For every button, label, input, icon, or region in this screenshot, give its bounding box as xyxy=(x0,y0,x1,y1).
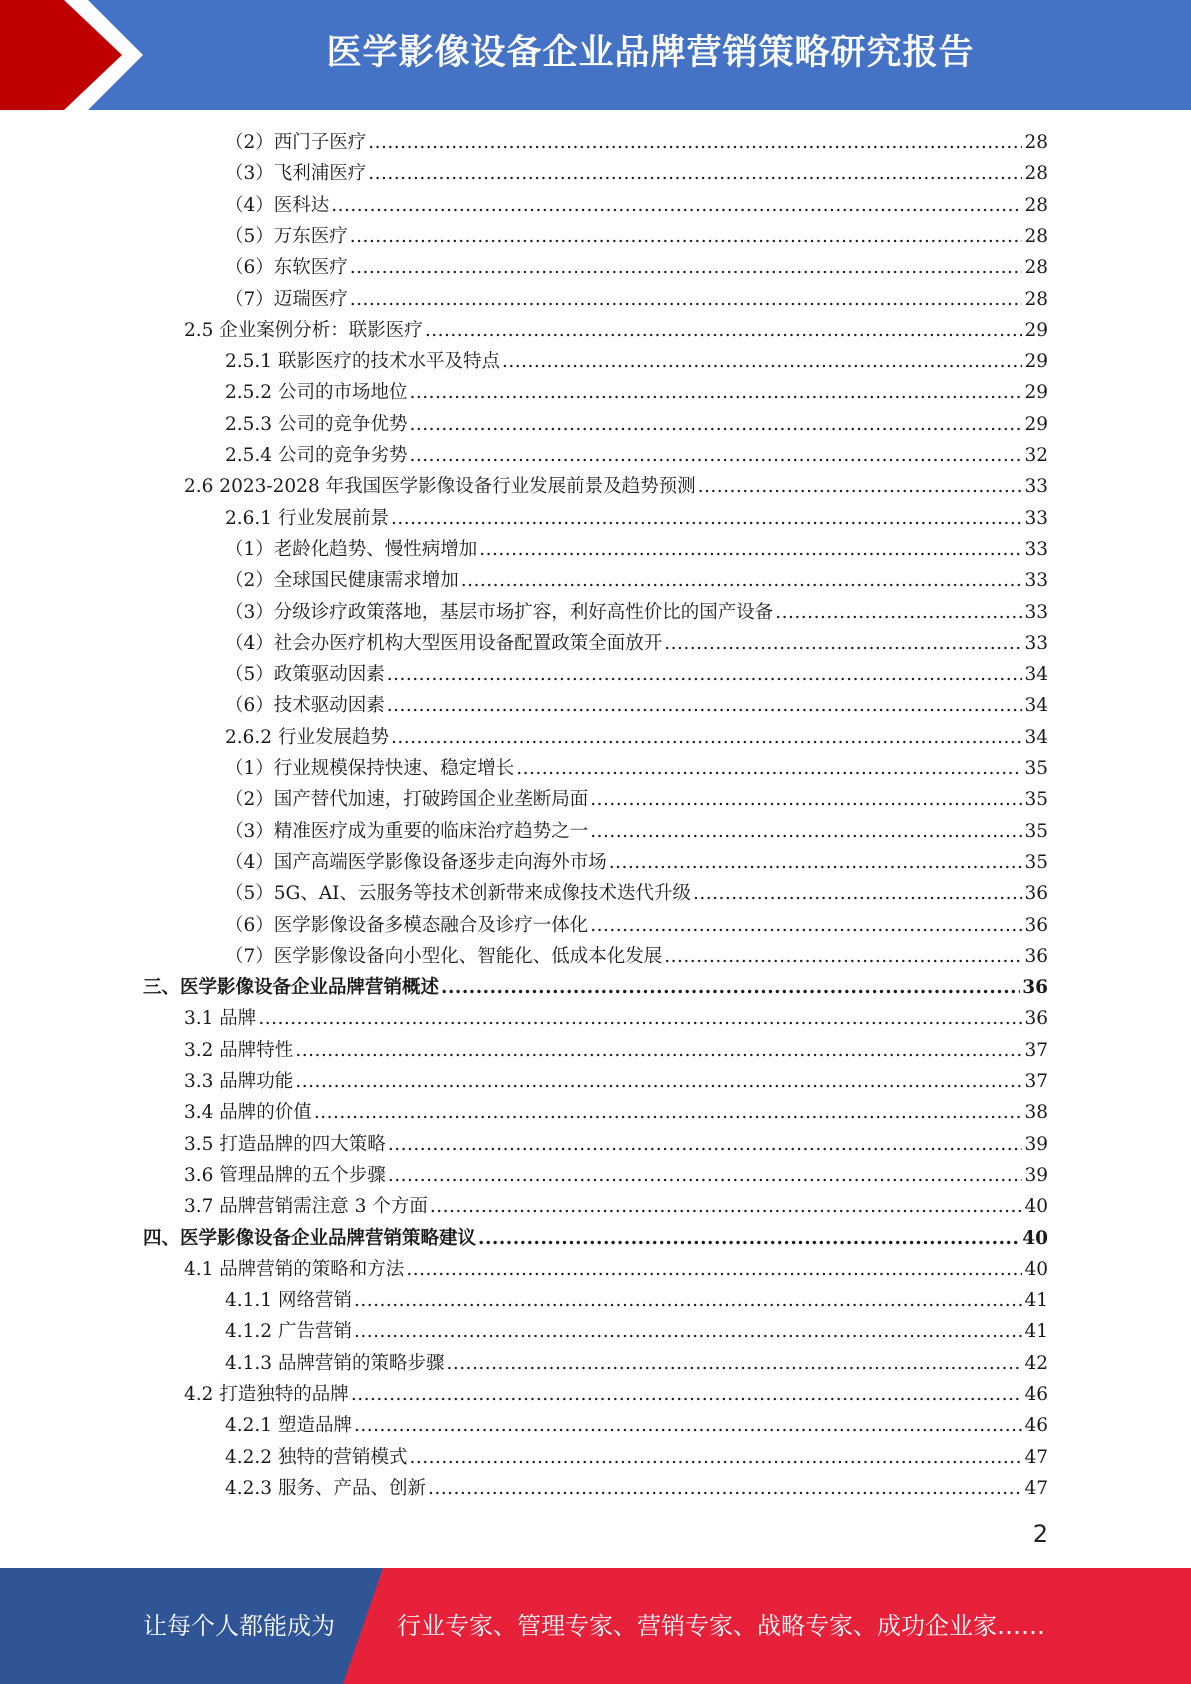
toc-entry-title: （7）迈瑞医疗 xyxy=(225,288,348,310)
toc-entry[interactable] xyxy=(184,1097,1048,1128)
toc-entry[interactable] xyxy=(184,1003,1048,1034)
toc-entry-title: 3.3 品牌功能 xyxy=(184,1071,294,1092)
toc-entry-page: 36 xyxy=(1024,914,1048,936)
toc-entry-page: 47 xyxy=(1024,1446,1048,1468)
toc-entry-page: 29 xyxy=(1024,351,1048,373)
toc-entry-title: （2）国产替代加速，打破跨国企业垄断局面 xyxy=(225,789,589,811)
toc-entry-title: 2.6.1 行业发展前景 xyxy=(225,507,389,529)
toc-dot-leader xyxy=(502,346,1022,377)
toc-dot-leader xyxy=(590,910,1022,941)
toc-entry-title: （3）精准医疗成为重要的临床治疗趋势之一 xyxy=(225,820,589,842)
toc-entry-page: 35 xyxy=(1024,820,1048,842)
toc-entry[interactable] xyxy=(225,941,1048,972)
toc-entry[interactable] xyxy=(225,722,1048,753)
toc-entry-title: （3）飞利浦医疗 xyxy=(225,163,367,185)
toc-entry-title: （4）国产高端医学影像设备逐步走向海外市场 xyxy=(225,851,607,873)
toc-entry-title: （6）东软医疗 xyxy=(225,257,348,279)
toc-entry[interactable] xyxy=(225,190,1048,221)
toc-entry-page: 28 xyxy=(1024,132,1048,153)
toc-entry-page: 36 xyxy=(1022,977,1048,999)
toc-dot-leader xyxy=(461,565,1023,596)
toc-entry[interactable] xyxy=(184,1191,1048,1222)
toc-entry-page: 33 xyxy=(1024,476,1048,498)
toc-entry-page: 46 xyxy=(1024,1384,1048,1405)
toc-dot-leader xyxy=(428,1473,1022,1504)
toc-entry-page: 33 xyxy=(1024,570,1048,592)
toc-dot-leader xyxy=(295,1066,1022,1097)
toc-entry-title: 2.6.2 行业发展趋势 xyxy=(225,726,389,748)
toc-entry[interactable] xyxy=(143,972,1048,1003)
toc-entry[interactable] xyxy=(225,409,1048,440)
toc-dot-leader xyxy=(446,1348,1022,1379)
footer-slogan-left: 让每个人都能成为 xyxy=(143,1612,335,1640)
toc-entry[interactable] xyxy=(184,471,1048,502)
toc-dot-leader xyxy=(387,690,1023,721)
toc-dot-leader xyxy=(406,1254,1022,1285)
toc-entry-page: 34 xyxy=(1024,664,1048,686)
toc-dot-leader xyxy=(425,315,1023,346)
toc-entry-title: （4）社会办医疗机构大型医用设备配置政策全面放开 xyxy=(225,632,663,654)
toc-entry-page: 36 xyxy=(1024,1008,1048,1030)
toc-entry-title: （5）5G、AI、云服务等技术创新带来成像技术迭代升级 xyxy=(225,883,691,905)
toc-dot-leader xyxy=(295,1035,1022,1066)
toc-entry-title: 4.1.2 广告营销 xyxy=(225,1321,352,1343)
toc-dot-leader xyxy=(350,284,1023,315)
toc-entry[interactable] xyxy=(225,628,1048,659)
toc-entry-page: 40 xyxy=(1024,1258,1048,1280)
toc-entry-title: （6）技术驱动因素 xyxy=(225,695,385,717)
toc-dot-leader xyxy=(698,471,1023,502)
toc-entry-title: 2.6 2023-2028 年我国医学影像设备行业发展前景及趋势预测 xyxy=(184,476,696,498)
toc-entry-title: 4.1 品牌营销的策略和方法 xyxy=(184,1258,405,1280)
toc-dot-leader xyxy=(354,1316,1023,1347)
toc-entry[interactable] xyxy=(225,1473,1048,1504)
toc-entry-page: 28 xyxy=(1024,288,1048,310)
toc-entry[interactable] xyxy=(225,597,1048,628)
toc-dot-leader xyxy=(350,252,1023,283)
toc-entry-title: 3.5 打造品牌的四大策略 xyxy=(184,1133,386,1155)
page-header xyxy=(0,0,1191,110)
toc-dot-leader xyxy=(354,1410,1023,1441)
toc-entry-title: （5）政策驱动因素 xyxy=(225,664,385,686)
toc-entry-title: 4.2.2 独特的营销模式 xyxy=(225,1446,408,1468)
page-number: 2 xyxy=(1032,1520,1048,1548)
toc-entry[interactable] xyxy=(225,252,1048,283)
toc-dot-leader xyxy=(391,722,1022,753)
toc-dot-leader xyxy=(354,1285,1023,1316)
toc-entry-page: 29 xyxy=(1024,382,1048,404)
toc-dot-leader xyxy=(664,628,1022,659)
toc-entry-page: 28 xyxy=(1024,257,1048,279)
chevron-arrow-icon xyxy=(0,0,150,110)
toc-dot-leader xyxy=(351,1379,1023,1410)
toc-entry-page: 29 xyxy=(1024,319,1048,341)
toc-entry-title: （3）分级诊疗政策落地，基层市场扩容，利好高性价比的国产设备 xyxy=(225,601,774,623)
toc-entry-page: 34 xyxy=(1024,726,1048,748)
toc-entry-title: 2.5.1 联影医疗的技术水平及特点 xyxy=(225,351,500,373)
toc-entry[interactable] xyxy=(225,377,1048,408)
toc-entry[interactable] xyxy=(225,127,1048,158)
toc-dot-leader xyxy=(350,221,1023,252)
toc-entry-page: 29 xyxy=(1024,413,1048,435)
toc-dot-leader xyxy=(314,1097,1023,1128)
toc-entry[interactable] xyxy=(225,1285,1048,1316)
toc-entry[interactable] xyxy=(225,1442,1048,1473)
toc-entry[interactable] xyxy=(225,440,1048,471)
toc-entry-title: （1）老龄化趋势、慢性病增加 xyxy=(225,538,478,560)
toc-entry-page: 39 xyxy=(1024,1133,1048,1155)
toc-entry-title: 2.5.4 公司的竞争劣势 xyxy=(225,445,408,466)
footer-slogan-right: 行业专家、管理专家、营销专家、战略专家、成功企业家…… xyxy=(397,1612,1045,1640)
report-title: 医学影像设备企业品牌营销策略研究报告 xyxy=(326,33,975,73)
toc-dot-leader xyxy=(441,972,1020,1003)
toc-entry[interactable] xyxy=(225,1410,1048,1441)
toc-entry-title: （1）行业规模保持快速、稳定增长 xyxy=(225,758,515,779)
toc-dot-leader xyxy=(409,1442,1022,1473)
toc-dot-leader xyxy=(388,1160,1023,1191)
toc-dot-leader xyxy=(430,1191,1023,1222)
toc-entry[interactable] xyxy=(225,284,1048,315)
toc-entry-title: 3.2 品牌特性 xyxy=(184,1039,294,1061)
toc-entry-page: 35 xyxy=(1024,758,1048,779)
toc-entry[interactable] xyxy=(225,346,1048,377)
toc-dot-leader xyxy=(409,440,1022,471)
toc-entry-page: 33 xyxy=(1024,507,1048,529)
toc-entry[interactable] xyxy=(143,1223,1048,1254)
toc-entry-page: 37 xyxy=(1024,1071,1048,1092)
toc-dot-leader xyxy=(478,1223,1020,1254)
toc-entry[interactable] xyxy=(184,1254,1048,1285)
toc-entry[interactable] xyxy=(225,690,1048,721)
toc-entry-title: （4）医科达 xyxy=(225,194,330,216)
toc-entry[interactable] xyxy=(184,1129,1048,1160)
page-footer xyxy=(0,1568,1191,1684)
toc-entry-page: 41 xyxy=(1024,1290,1048,1312)
toc-entry-page: 39 xyxy=(1024,1164,1048,1186)
toc-entry-page: 33 xyxy=(1024,538,1048,560)
toc-dot-leader xyxy=(516,753,1022,784)
toc-entry-title: 4.1.1 网络营销 xyxy=(225,1290,352,1312)
toc-entry-page: 36 xyxy=(1024,883,1048,905)
toc-entry-page: 35 xyxy=(1024,789,1048,811)
toc-entry[interactable] xyxy=(225,753,1048,784)
toc-dot-leader xyxy=(409,409,1022,440)
toc-dot-leader xyxy=(479,534,1022,565)
toc-dot-leader xyxy=(368,127,1022,158)
toc-entry-title: （6）医学影像设备多模态融合及诊疗一体化 xyxy=(225,914,589,936)
toc-entry[interactable] xyxy=(225,847,1048,878)
toc-entry[interactable] xyxy=(225,565,1048,596)
toc-entry-title: 4.1.3 品牌营销的策略步骤 xyxy=(225,1352,445,1374)
toc-entry-title: 2.5.2 公司的市场地位 xyxy=(225,382,408,404)
toc-entry-title: （2）西门子医疗 xyxy=(225,132,367,153)
toc-entry-title: 2.5.3 公司的竞争优势 xyxy=(225,413,408,435)
toc-entry-page: 33 xyxy=(1024,632,1048,654)
toc-entry-page: 28 xyxy=(1024,225,1048,247)
toc-entry-page: 34 xyxy=(1024,695,1048,717)
toc-entry-page: 47 xyxy=(1024,1477,1048,1499)
toc-entry-title: 3.1 品牌 xyxy=(184,1008,257,1030)
toc-entry[interactable] xyxy=(225,221,1048,252)
toc-entry-page: 32 xyxy=(1024,445,1048,466)
toc-dot-leader xyxy=(368,158,1022,189)
toc-entry-page: 36 xyxy=(1024,945,1048,967)
toc-entry[interactable] xyxy=(225,784,1048,815)
toc-entry-title: （7）医学影像设备向小型化、智能化、低成本化发展 xyxy=(225,945,663,967)
toc-dot-leader xyxy=(388,1129,1023,1160)
toc-entry[interactable] xyxy=(184,1379,1048,1410)
toc-dot-leader xyxy=(258,1003,1022,1034)
toc-entry[interactable] xyxy=(184,1035,1048,1066)
toc-entry[interactable] xyxy=(225,816,1048,847)
toc-entry[interactable] xyxy=(184,1160,1048,1191)
toc-entry-title: （2）全球国民健康需求增加 xyxy=(225,570,459,592)
toc-entry-title: 4.2.3 服务、产品、创新 xyxy=(225,1477,426,1499)
toc-entry-page: 40 xyxy=(1022,1227,1048,1249)
toc-dot-leader xyxy=(664,941,1022,972)
toc-dot-leader xyxy=(590,784,1022,815)
toc-entry[interactable] xyxy=(225,534,1048,565)
toc-entry-page: 46 xyxy=(1024,1415,1048,1437)
toc-entry-page: 33 xyxy=(1024,601,1048,623)
toc-entry-title: 2.5 企业案例分析：联影医疗 xyxy=(184,319,423,341)
toc-entry-title: （5）万东医疗 xyxy=(225,225,348,247)
toc-entry-title: 3.7 品牌营销需注意 3 个方面 xyxy=(184,1196,428,1218)
toc-dot-leader xyxy=(391,503,1022,534)
toc-entry-page: 42 xyxy=(1024,1352,1048,1374)
toc-entry-page: 35 xyxy=(1024,851,1048,873)
toc-entry[interactable] xyxy=(225,503,1048,534)
toc-entry[interactable] xyxy=(184,315,1048,346)
toc-entry-title: 4.2 打造独特的品牌 xyxy=(184,1384,349,1405)
toc-entry[interactable] xyxy=(225,158,1048,189)
toc-entry[interactable] xyxy=(225,659,1048,690)
toc-dot-leader xyxy=(387,659,1023,690)
toc-entry-title: 三、医学影像设备企业品牌营销概述 xyxy=(143,977,440,999)
toc-dot-leader xyxy=(590,816,1022,847)
toc-entry[interactable] xyxy=(225,910,1048,941)
toc-dot-leader xyxy=(609,847,1023,878)
toc-entry-title: 3.4 品牌的价值 xyxy=(184,1102,312,1124)
toc-entry-page: 37 xyxy=(1024,1039,1048,1061)
toc-entry[interactable] xyxy=(225,878,1048,909)
toc-entry-page: 28 xyxy=(1024,163,1048,185)
toc-entry-page: 38 xyxy=(1024,1102,1048,1124)
toc-entry-page: 28 xyxy=(1024,194,1048,216)
toc-entry[interactable] xyxy=(225,1348,1048,1379)
toc-entry[interactable] xyxy=(184,1066,1048,1097)
toc-entry-title: 3.6 管理品牌的五个步骤 xyxy=(184,1164,386,1186)
toc-dot-leader xyxy=(693,878,1022,909)
toc-entry-page: 40 xyxy=(1024,1196,1048,1218)
toc-entry-title: 4.2.1 塑造品牌 xyxy=(225,1415,352,1437)
toc-entry-page: 41 xyxy=(1024,1321,1048,1343)
toc-dot-leader xyxy=(409,377,1022,408)
toc-dot-leader xyxy=(775,597,1022,628)
toc-entry-title: 四、医学影像设备企业品牌营销策略建议 xyxy=(143,1227,477,1249)
toc-dot-leader xyxy=(331,190,1022,221)
toc-entry[interactable] xyxy=(225,1316,1048,1347)
